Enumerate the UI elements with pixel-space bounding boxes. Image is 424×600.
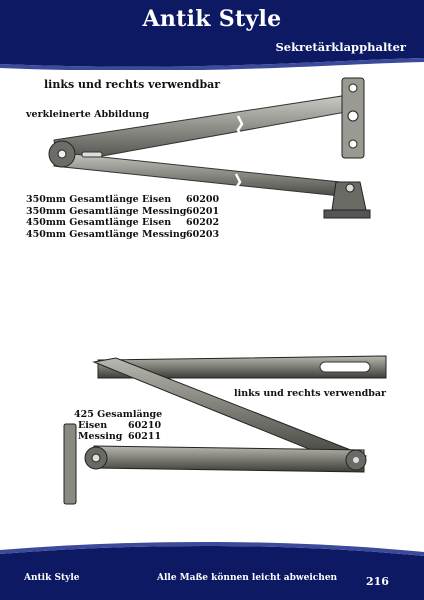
section2-caption: links und rechts verwendbar (234, 388, 387, 399)
product-code: 60202 (186, 217, 220, 228)
product-row (26, 194, 219, 206)
product-name: 350mm Gesamtlänge Messing (26, 205, 187, 217)
brand-title: Antik Style (142, 6, 282, 32)
product-name: 450mm Gesamtlänge Eisen (26, 217, 172, 228)
product-code: 60203 (186, 228, 220, 240)
product-name: 450mm Gesamtlänge Messing (26, 228, 187, 240)
section2-product-list (74, 409, 162, 442)
section1-product-list (26, 194, 219, 240)
footer-banner (0, 540, 424, 600)
header-banner (0, 0, 424, 80)
footer-brand: Antik Style (24, 573, 80, 583)
product-row (26, 206, 219, 218)
product-row (74, 431, 162, 442)
product-row (26, 229, 219, 241)
product-code: 60211 (128, 431, 162, 442)
product-row (74, 420, 162, 431)
footer-wave-shape (0, 540, 424, 600)
product-name: Eisen (78, 420, 108, 431)
product-code: 60210 (128, 420, 162, 431)
section2-length: 425 Gesamlänge (74, 409, 163, 420)
product-name: Messing (78, 431, 123, 442)
footer-disclaimer: Alle Maße können leicht abweichen (157, 573, 338, 583)
product-row (26, 217, 219, 229)
page-number: 216 (366, 575, 389, 588)
product-code: 60200 (186, 194, 220, 205)
section1-note: verkleinerte Abbildung (26, 109, 150, 120)
product-name: 350mm Gesamtlänge Eisen (26, 194, 172, 205)
product-code: 60201 (186, 205, 220, 217)
page-subtitle: Sekretärklapphalter (275, 40, 406, 54)
section1-caption: links und rechts verwendbar (44, 78, 221, 91)
